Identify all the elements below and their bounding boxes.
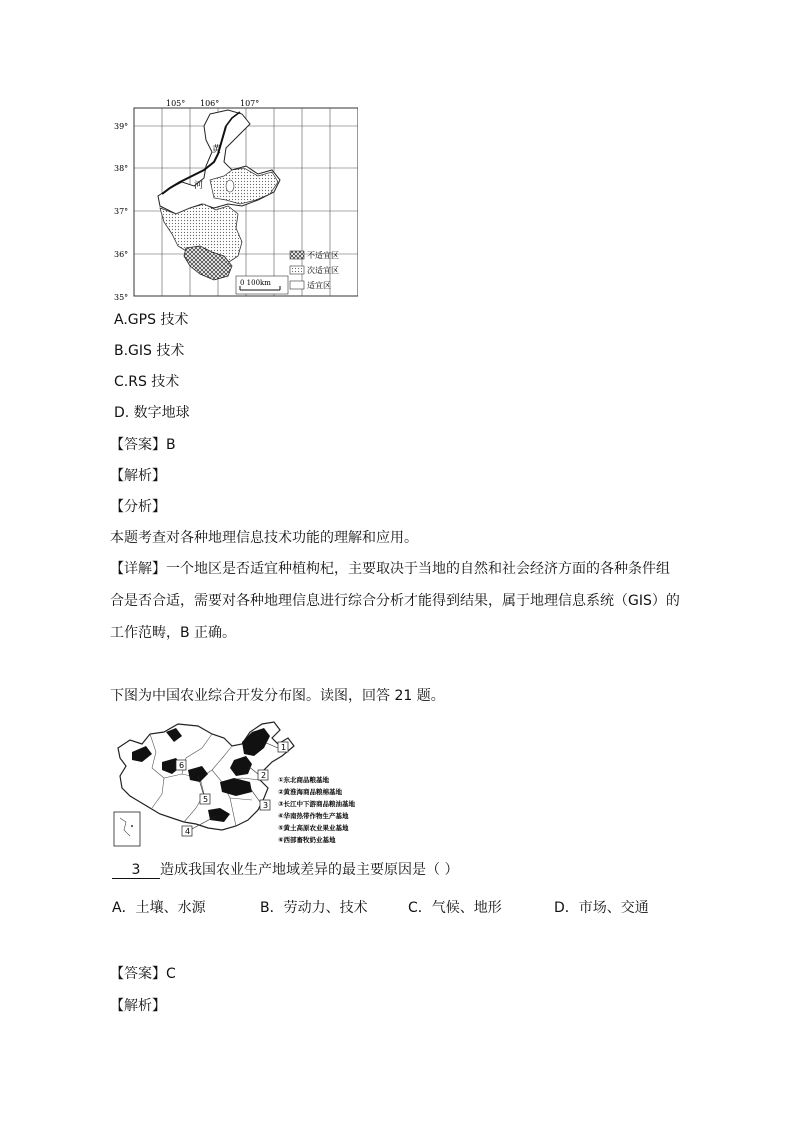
q3-option-b: B．劳动力、技术 [260, 900, 368, 916]
answer-value: B [166, 437, 176, 453]
svg-text:4: 4 [185, 827, 191, 836]
fenxi-heading: 【分析】 [110, 499, 166, 515]
detail-line-1: 【详解】一个地区是否适宜种植枸杞，主要取决于当地的自然和社会经济方面的各种条件组 [110, 561, 670, 577]
answer-line [110, 435, 176, 455]
answer-tag: 【答案】 [110, 966, 166, 982]
answer-tag: 【答案】 [110, 437, 166, 453]
china-agriculture-map [112, 718, 374, 848]
q3-options [112, 898, 649, 918]
analysis-heading-2: 【解析】 [110, 998, 166, 1014]
scale-bar [236, 276, 288, 294]
svg-text:1: 1 [281, 743, 287, 752]
river-label: 黄 [212, 145, 222, 155]
q3-option-d: D．市场、交通 [554, 900, 649, 916]
question-text: 造成我国农业生产地域差异的最主要原因是（ ） [160, 862, 459, 878]
svg-text:⑥西部畜牧奶业基地: ⑥西部畜牧奶业基地 [278, 836, 336, 844]
suitability-map [108, 96, 358, 302]
answer-value: C [166, 966, 176, 982]
fenxi-text: 本题考查对各种地理信息技术功能的理解和应用。 [110, 530, 418, 546]
south-sea-inset [114, 812, 140, 846]
question-number: 3 [112, 862, 160, 879]
lat-label: 35° [114, 293, 129, 302]
svg-text:⑤黄土高原农业果业基地: ⑤黄土高原农业果业基地 [278, 824, 349, 832]
lon-label: 105° [166, 99, 186, 108]
analysis-heading: 【解析】 [110, 468, 166, 484]
lat-label: 37° [114, 207, 129, 216]
svg-text:5: 5 [203, 795, 209, 804]
intro-text: 下图为中国农业综合开发分布图。读图，回答 21 题。 [110, 688, 445, 704]
option-b: B.GIS 技术 [114, 343, 185, 359]
option-a: A.GPS 技术 [114, 312, 189, 328]
svg-text:6: 6 [179, 761, 185, 770]
option-d: D. 数字地球 [114, 405, 190, 421]
svg-text:2: 2 [261, 771, 267, 780]
question-3 [112, 860, 458, 880]
svg-text:适宜区: 适宜区 [307, 281, 331, 290]
svg-text:③长江中下游商品粮油基地: ③长江中下游商品粮油基地 [278, 800, 356, 808]
svg-text:不适宜区: 不适宜区 [307, 251, 339, 260]
svg-text:②黄淮海商品粮棉基地: ②黄淮海商品粮棉基地 [278, 788, 343, 796]
q3-option-a: A．土壤、水源 [112, 900, 206, 916]
lon-label: 106° [200, 99, 220, 108]
svg-text:次适宜区: 次适宜区 [307, 266, 339, 275]
lat-label: 36° [114, 250, 129, 259]
q3-option-c: C．气候、地形 [408, 900, 502, 916]
svg-text:0 100km: 0 100km [240, 279, 271, 287]
lat-label: 39° [114, 122, 129, 131]
svg-text:3: 3 [263, 801, 269, 810]
answer-line-2 [110, 964, 176, 984]
svg-text:④华南热带作物生产基地: ④华南热带作物生产基地 [278, 812, 349, 820]
option-c: C.RS 技术 [114, 374, 180, 390]
lat-label: 38° [114, 164, 129, 173]
svg-text:①东北商品粮基地: ①东北商品粮基地 [278, 776, 330, 784]
lon-label: 107° [240, 99, 260, 108]
detail-line-3: 工作范畴，B 正确。 [110, 625, 237, 641]
river-label: 河 [194, 181, 204, 191]
map2-legend [278, 775, 356, 844]
detail-line-2: 合是否合适，需要对各种地理信息进行综合分析才能得到结果，属于地理信息系统（GIS）的 [110, 593, 680, 609]
